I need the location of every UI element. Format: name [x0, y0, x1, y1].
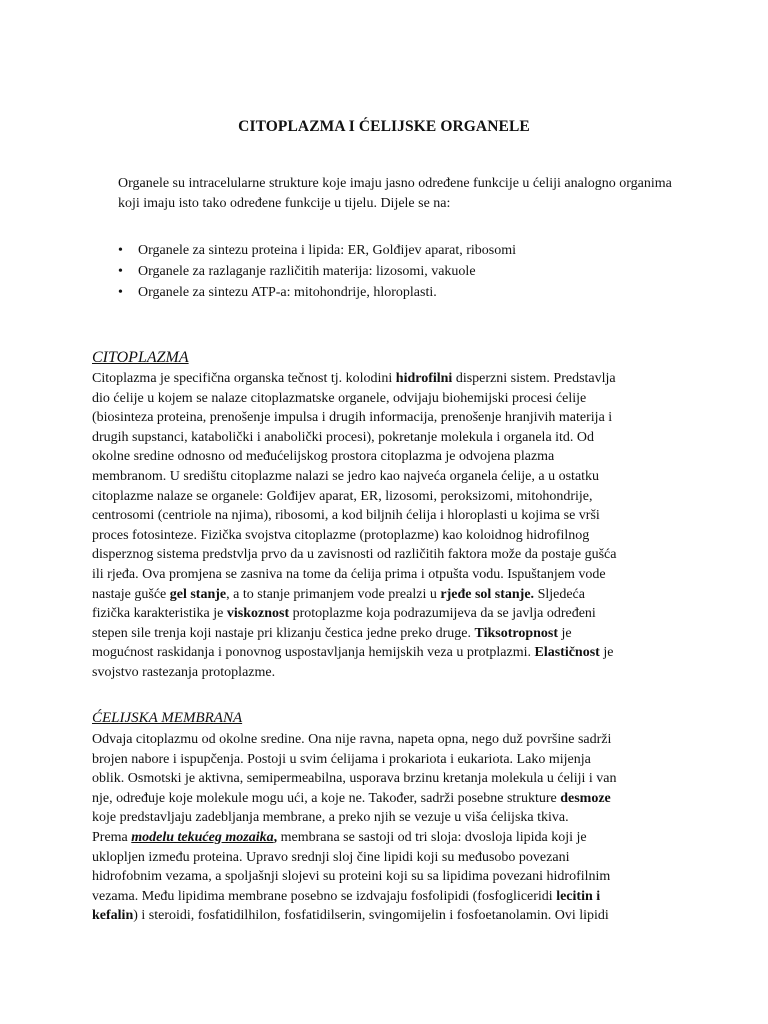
bullet-icon: •: [118, 285, 123, 300]
bold-term: Tiksotropnost: [474, 625, 559, 641]
text-line: [92, 624, 682, 644]
text-line: koje predstavljaju zadebljanja membrane, a preko njih se vezuje u viša ćelijska tkiva.: [92, 810, 569, 826]
text-line: citoplazme nalaze se organele: Golđijev aparat, ER, lizosomi, peroksizomi, mitohondrije,: [92, 488, 593, 504]
text-run: fizička karakteristika je: [92, 606, 227, 622]
text-line: centrosomi (centriole na njima), ribosomi, a kod biljnih ćelija i hloroplasti u kojima se vrši: [92, 508, 600, 524]
text-run: stepen sile trenja koji nastaje pri klizanju čestica jedne preko druge.: [92, 625, 475, 641]
text-line: oblik. Osmotski je aktivna, semipermeabilna, usporava brzinu kretanja molekula u ćeliji i van: [92, 771, 617, 787]
text-line: [92, 585, 682, 605]
text-line: hidrofobnim vezama, a spoljašnji slojevi su proteini koji su sa lipidima povezani hidrofilnim: [92, 869, 611, 885]
text-line: membranom. U središtu citoplazme nalazi se jedro kao najveća organela ćelije, a u ostatku: [92, 468, 600, 484]
text-run: mogućnost raskidanja i ponovnog uspostavljanja hemijskih veza u protplazmi.: [92, 645, 535, 661]
bold-term: hidrofilni: [395, 371, 453, 386]
text-run: , a to stanje primanjem vode prealzi u: [226, 586, 441, 602]
text-line: [92, 643, 682, 663]
emphasized-term: modelu tekućeg mozaika: [131, 829, 274, 845]
text-run: Prema: [92, 829, 132, 845]
bold-term: gel stanje: [169, 586, 227, 602]
text-run: Sljedeća: [534, 586, 585, 602]
text-line: [92, 604, 682, 624]
text-line: [92, 887, 682, 907]
section-heading-celijska-membrana: ĆELIJSKA MEMBRANA: [92, 710, 243, 726]
bold-term: rjeđe sol stanje.: [440, 586, 535, 602]
citoplazma-paragraph: [92, 369, 682, 683]
text-run: je: [558, 625, 572, 641]
list-item: [118, 261, 678, 282]
organelle-list: [118, 240, 678, 303]
bold-term: lecitin i: [556, 888, 601, 904]
section-heading-citoplazma: CITOPLAZMA: [92, 349, 189, 366]
text-line: uklopljen između proteina. Upravo srednji sloj čine lipidi koji su međusobo povezani: [92, 849, 570, 865]
text-line: Odvaja citoplazmu od okolne sredine. Ona nije ravna, napeta opna, nego duž površine sadrži: [92, 732, 612, 747]
text-line: [92, 789, 682, 809]
document-title: CITOPLAZMA I ĆELIJSKE ORGANELE: [238, 118, 530, 135]
text-run: ) i steroidi, fosfatidilhilon, fosfatidilserin, svingomijelin i fosfoetanolamin. Ovi lipidi: [133, 908, 609, 924]
text-run: je: [599, 645, 614, 661]
bullet-icon: •: [118, 243, 123, 258]
intro-paragraph: Organele su intracelularne strukture koje imaju jasno određene funkcije u ćeliji analogno organima koji imaju isto tako određene funkcije u tijelu. Dijele se na:: [118, 176, 672, 211]
text-line: svojstvo rastezanja protoplazme.: [92, 664, 276, 680]
text-run: nastaje gušće: [92, 586, 170, 602]
bold-term: desmoze: [560, 790, 611, 806]
text-run: ,: [273, 829, 278, 845]
text-line: proces fotosinteze. Fizička svojstva citoplazme (protoplazme) kao koloidnog hidrofilnog: [92, 527, 590, 543]
bold-term: viskoznost: [226, 606, 290, 622]
text-run: Citoplazma je specifična organska tečnost tj. kolodini: [92, 371, 396, 386]
text-line: disperznog sistema predstvlja prvo da u zavisnosti od različitih faktora može da postaje gušća: [92, 547, 617, 563]
list-item-text: Organele za sintezu proteina i lipida: ER, Golđijev aparat, ribosomi: [138, 243, 517, 258]
celijska-membrana-paragraph: [92, 730, 682, 926]
text-run: vezama. Među lipidima membrane posebno se izdvajaju fosfolipidi (fosfogliceridi: [92, 888, 557, 904]
text-run: membrana se sastoji od tri sloja: dvosloja lipida koji je: [277, 829, 587, 845]
text-line: ili rjeđa. Ova promjena se zasniva na tome da ćelija prima i otpušta vodu. Ispuštanjem vode: [92, 566, 606, 582]
text-run: nje, određuje koje molekule mogu ući, a koje ne. Također, sadrži posebne strukture: [92, 790, 561, 806]
text-run: protoplazme koja podrazumijeva da se javlja određeni: [289, 606, 596, 622]
text-line: okolne sredine odnosno od međućelijskog prostora citoplazma je odvojena plazma: [92, 449, 555, 465]
bold-term: Elastičnost: [534, 645, 600, 661]
text-line: brojen nabore i ispupčenja. Postoji u svim ćelijama i prokariota i eukariota. Lako mijenja: [92, 751, 591, 767]
list-item-text: Organele za razlaganje različitih materija: lizosomi, vakuole: [138, 264, 476, 279]
text-line: (biosinteza proteina, prenošenje impulsa i drugih informacija, prenošenje hranjivih materija i: [92, 410, 613, 426]
bullet-icon: •: [118, 264, 123, 279]
text-run: disperzni sistem. Predstavlja: [452, 371, 616, 386]
text-line: [92, 369, 682, 389]
list-item-text: Organele za sintezu ATP-a: mitohondrije, hloroplasti.: [138, 285, 437, 300]
text-line: [92, 906, 682, 926]
list-item: [118, 282, 678, 303]
list-item: [118, 240, 678, 261]
text-line: [92, 828, 682, 848]
text-line: dio ćelije u kojem se nalaze citoplazmatske organele, odvijaju biohemijski procesi ćelije: [92, 390, 587, 406]
text-line: drugih supstanci, katabolički i anabolički procesi), pokretanje molekula i organela itd. Od: [92, 429, 595, 445]
bold-term: kefalin: [92, 908, 134, 924]
